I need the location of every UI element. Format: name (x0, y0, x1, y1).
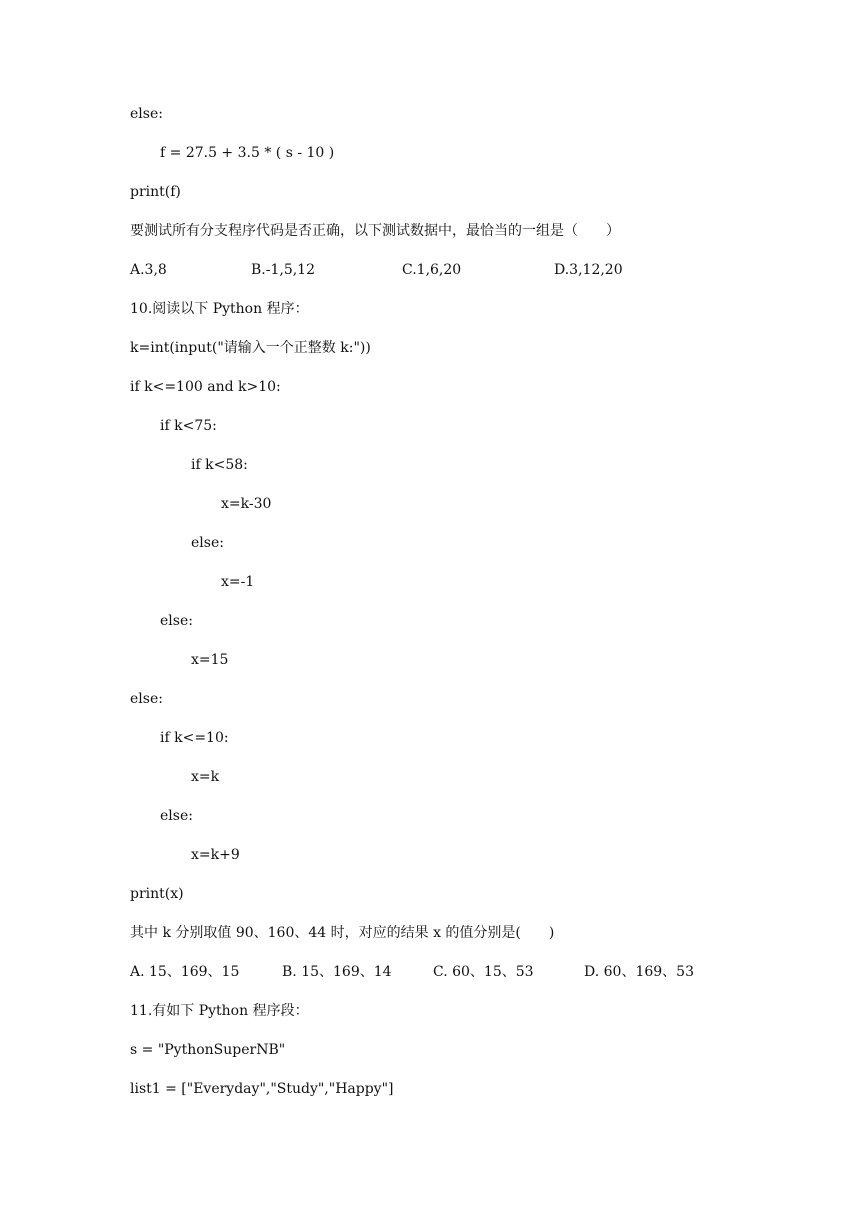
code-line: print(f) (130, 184, 181, 200)
code-line: if k<58: (191, 457, 248, 473)
code-line: k=int(input("请输入一个正整数 k:")) (130, 340, 371, 356)
code-line: x=-1 (221, 574, 255, 590)
code-line: else: (160, 613, 193, 629)
code-line: else: (191, 535, 224, 551)
code-line: else: (160, 808, 193, 824)
option-d: D.3,12,20 (554, 262, 623, 278)
question-title: 10.阅读以下 Python 程序： (130, 301, 309, 317)
option-c: C. 60、15、53 (433, 964, 534, 980)
option-c: C.1,6,20 (402, 262, 462, 278)
code-line: f = 27.5 + 3.5 * ( s - 10 ) (160, 145, 335, 161)
code-line: x=k+9 (191, 847, 240, 863)
code-line: list1 = ["Everyday","Study","Happy"] (130, 1081, 394, 1097)
question-text: 其中 k 分别取值 90、160、44 时，对应的结果 x 的值分别是( ) (130, 925, 555, 941)
code-line: s = "PythonSuperNB" (130, 1042, 286, 1058)
option-a: A.3,8 (130, 262, 167, 278)
option-d: D. 60、169、53 (584, 964, 694, 980)
code-line: if k<=100 and k>10: (130, 379, 281, 395)
code-line: x=k (191, 769, 220, 785)
code-line: else: (130, 691, 163, 707)
code-line: x=15 (191, 652, 229, 668)
question-title: 11.有如下 Python 程序段： (130, 1003, 309, 1019)
option-b: B.-1,5,12 (251, 262, 315, 278)
code-line: print(x) (130, 886, 184, 902)
option-a: A. 15、169、15 (130, 964, 240, 980)
question-text: 要测试所有分支程序代码是否正确，以下测试数据中，最恰当的一组是（ ） (130, 223, 620, 239)
code-line: else: (130, 106, 163, 122)
code-line: if k<75: (160, 418, 217, 434)
code-line: x=k-30 (221, 496, 272, 512)
option-b: B. 15、169、14 (282, 964, 392, 980)
code-line: if k<=10: (160, 730, 229, 746)
